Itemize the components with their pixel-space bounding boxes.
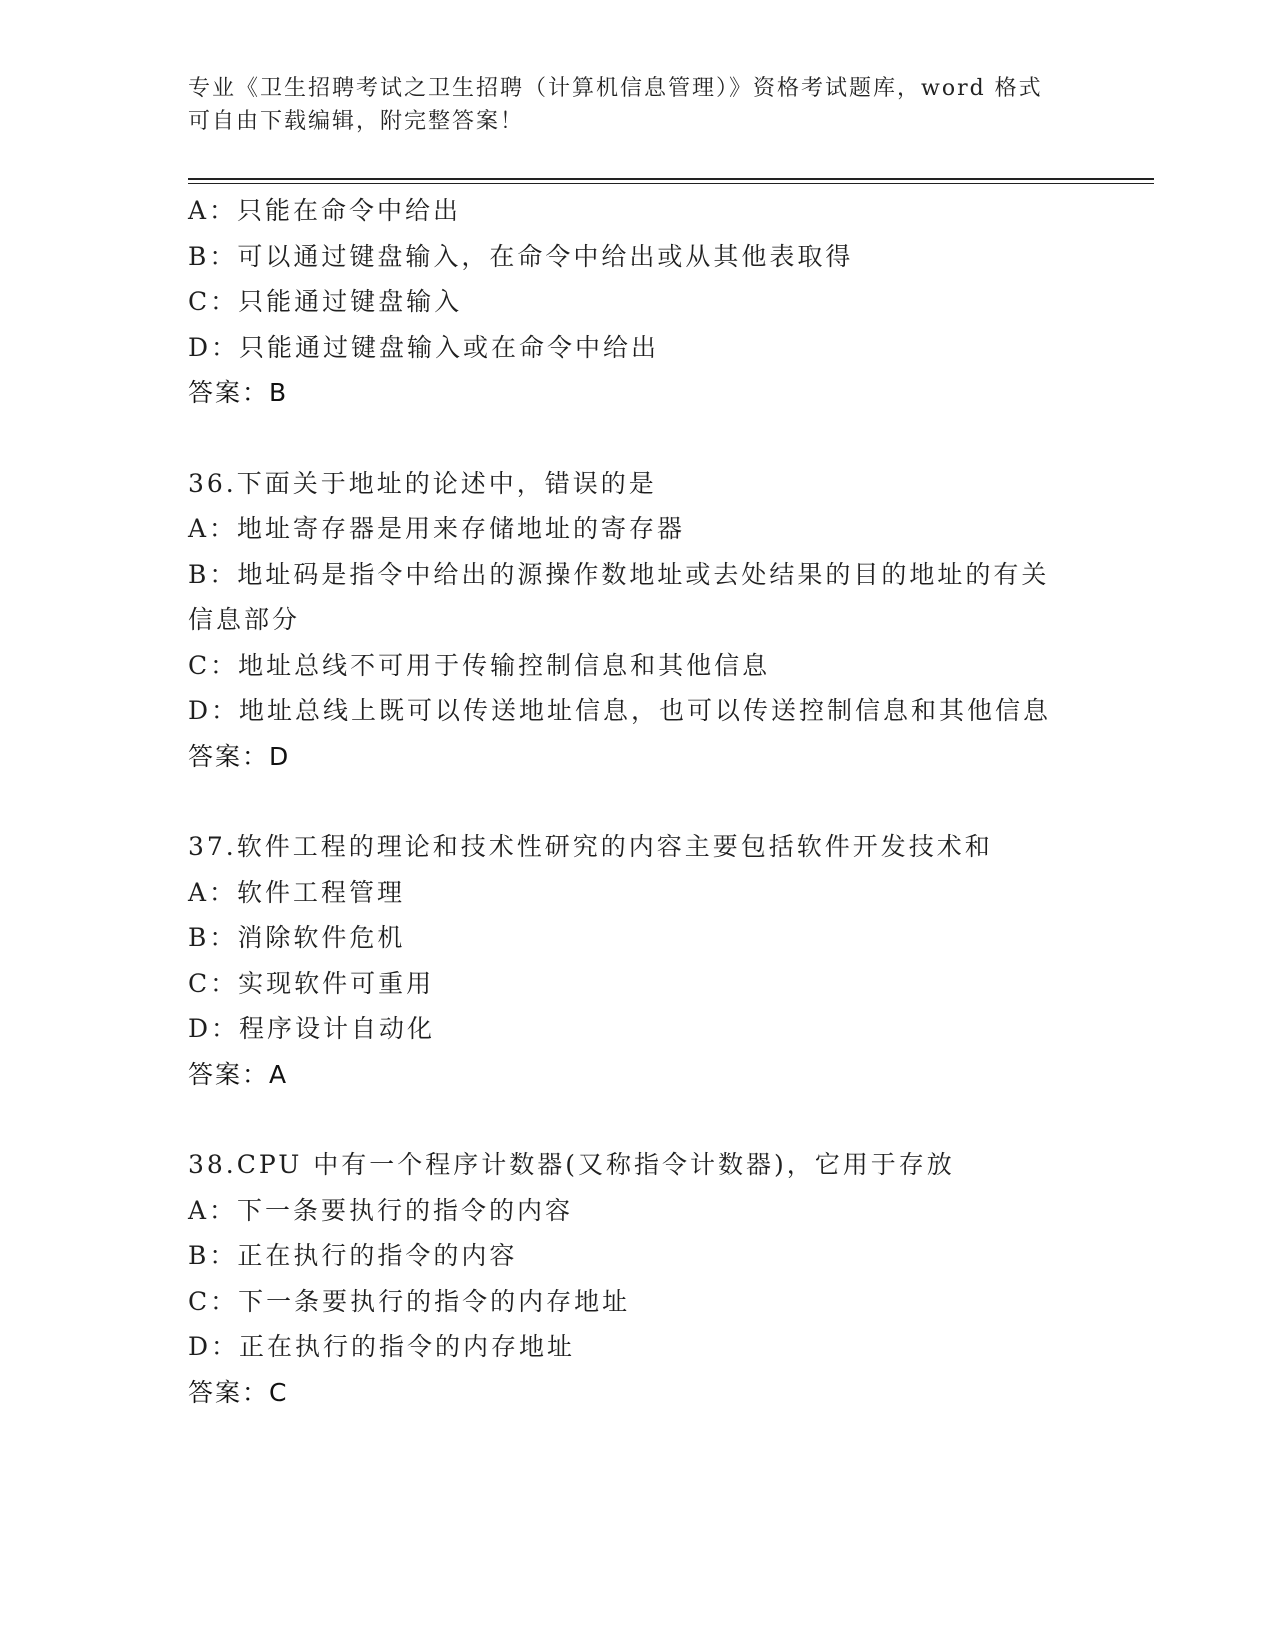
answer-line: 答案：B: [188, 378, 289, 407]
option-c: C：地址总线不可用于传输控制信息和其他信息: [188, 650, 771, 680]
header-rule-top: [188, 178, 1154, 180]
document-header: [188, 72, 1088, 138]
question-block: [188, 188, 1088, 416]
option-b-continued: 信息部分: [188, 605, 301, 634]
option-d: D：程序设计自动化: [188, 1014, 436, 1043]
option-c: C：下一条要执行的指令的内存地址: [188, 1286, 631, 1316]
question-stem: 37.软件工程的理论和技术性研究的内容主要包括软件开发技术和: [188, 832, 993, 861]
header-rule-bottom: [188, 183, 1154, 184]
question-stem: 38.CPU 中有一个程序计数器(又称指令计数器)，它用于存放: [188, 1150, 955, 1179]
option-c: C：实现软件可重用: [188, 968, 435, 998]
question-stem: 36.下面关于地址的论述中，错误的是: [188, 468, 657, 498]
question-block: [188, 824, 1088, 1097]
option-b: B：消除软件危机: [188, 923, 406, 952]
option-b: B：地址码是指令中给出的源操作数地址或去处结果的目的地址的有关: [188, 559, 1050, 589]
question-block: [188, 1142, 1088, 1415]
option-a: A：下一条要执行的指令的内容: [188, 1195, 574, 1225]
answer-line: 答案：D: [188, 741, 291, 771]
option-d: D：正在执行的指令的内存地址: [188, 1332, 576, 1361]
spacer: [188, 416, 1088, 461]
question-list: [188, 188, 1088, 1415]
question-block: [188, 461, 1088, 780]
option-c: C：只能通过键盘输入: [188, 287, 463, 316]
option-d: D：只能通过键盘输入或在命令中给出: [188, 332, 660, 362]
option-d: D：地址总线上既可以传送地址信息，也可以传送控制信息和其他信息: [188, 696, 1052, 725]
answer-line: 答案：C: [188, 1377, 289, 1407]
option-a: A：只能在命令中给出: [188, 196, 462, 225]
option-b: B：可以通过键盘输入，在命令中给出或从其他表取得: [188, 241, 854, 271]
spacer: [188, 1097, 1088, 1142]
option-a: A：软件工程管理: [188, 877, 406, 907]
spacer: [188, 779, 1088, 824]
answer-line: 答案：A: [188, 1059, 289, 1089]
header-line-1: 专业《卫生招聘考试之卫生招聘（计算机信息管理）》资格考试题库，word 格式: [188, 76, 1043, 101]
option-b: B：正在执行的指令的内容: [188, 1241, 518, 1270]
header-line-2: 可自由下载编辑，附完整答案！: [188, 109, 525, 134]
option-a: A：地址寄存器是用来存储地址的寄存器: [188, 514, 686, 543]
